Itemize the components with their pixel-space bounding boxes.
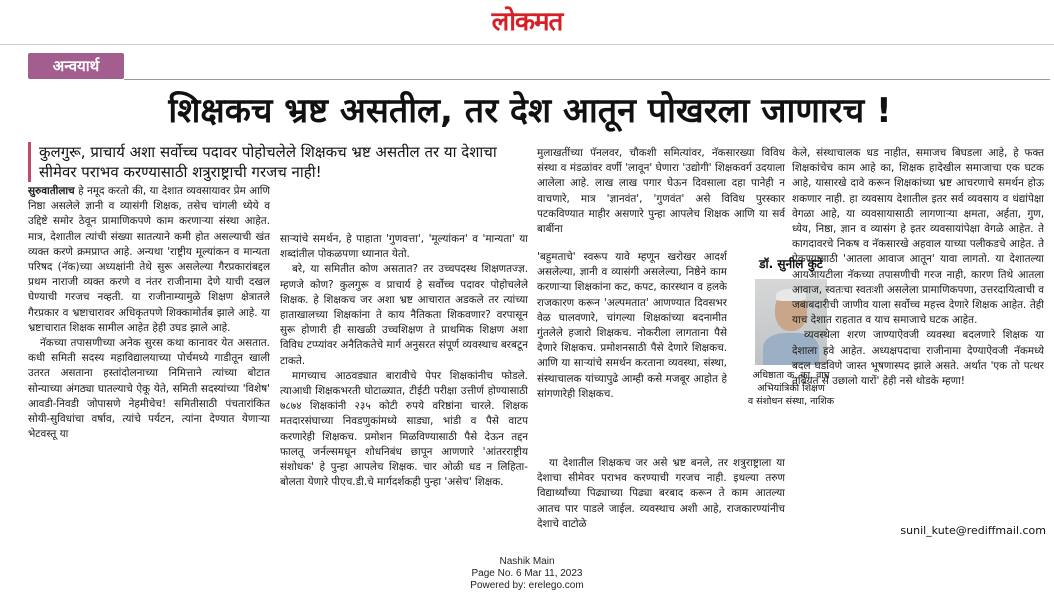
article-column-4: [792, 146, 1044, 516]
paragraph: मागच्याच आठवड्यात बारावीचे पेपर शिक्षकांनीच फोडले. त्याआधी शिक्षकभरती घोटाळ्यात, टीईटी परीक्षा उत्तीर्ण होण्यासाठी ७८७४ शिक्षकांनी २३५ कोटी रुपये वरिष्ठांना चारले. शिक्षक मतदारसंघाच्या निवडणुकांमध्ये साड्या, भांडी व पैसे वाटप करणारेही शिक्षकच. प्रमोशन मिळविण्यासाठी पैसे देऊन तद्दन फालतू जर्नल्समधून शोधनिबंध छापून आणणारे 'आंतरराष्ट्रीय संशोधक' हे पुन्हा आपलेच शिक्षक. चार ओळी धड न लिहिता-बोलता येणारे पीएच.डी.चे मार्गदर्शकही पुन्हा 'असेच' शिक्षक.: [280, 369, 528, 489]
edition-label: Nashik Main: [499, 556, 555, 567]
lead-word: सुरुवातीलाच: [28, 185, 75, 197]
powered-by-label: Powered by: erelego.com: [470, 580, 584, 591]
author-role-line: अभियांत्रिकी शिक्षण: [757, 383, 825, 394]
paragraph: व्यवस्थेला शरण जाण्याऐवजी व्यवस्था बदलणारे शिक्षक या देशाला हवे आहेत. अध्यक्षपदाचा राजीनामा देण्याऐवजी नॅकमध्ये बदल घडविणे जास्त भूषणास्पद झाले असते. अर्थात 'एक तो पत्थर तबियत से उछालो यारों' हेही नसे थोडके म्हणा!: [792, 329, 1044, 388]
section-divider: [124, 79, 1050, 80]
page-date-label: Page No. 6 Mar 11, 2023: [471, 568, 583, 579]
author-role-line: अधिष्ठाता क. का. वाघ: [752, 370, 830, 381]
section-tag: अन्वयार्थ: [28, 53, 124, 79]
paragraph: या देशातील शिक्षकच जर असे भ्रष्ट बनले, तर शत्रुराष्ट्राला या देशाचा सीमेवर पराभव करण्याची गरजच नाही. इथल्या तरुण विद्यार्थ्यांच्या पिढ्याच्या पिढ्या बरबाद करून ते काम आतल्या आतच पार पाडले जाईल. व्यवस्थाच अशी आहे, राजकारण्यांनीच देशाचे वाटोळे: [537, 457, 785, 530]
paragraph: केले, संस्थाचालक धड नाहीत, समाजच बिघडला आहे, हे फक्त शिक्षकांचेच काम आहे का, शिक्षक हादेखील समाजाचा एक घटक आहे, यासारखे दावे करून शिक्षकांच्या भ्रष्ट आचरणाचे समर्थन होऊ शकणार नाही. हा व्यवसाय देशातील इतर सर्व व्यवसाय व धंद्यांपेक्षा वेगळा आहे, या व्यवसायासाठी लागणाऱ्या क्षमता, अर्हता, गुण, ध्येय, निष्ठा, ज्ञान व व्यासंग हे इतर व्यवसायांपेक्षा वेगळे आहेत. ते कागदावरचे निकष व नॅकसारखे अहवाल याच्या पलीकडचे आहेत. ते ऐकण्यासाठी 'आतला आवाज आतून' यावा लागतो. या देशातल्या आयआयटीला नॅकच्या तपासणीची गरज नाही, कारण तिथे आतला आवाज, स्वतःचा स्वतःशी असलेला प्रामाणिकपणा, उत्तरदायित्वाची व जबाबदारीची जाणीव याला सर्वोच्च महत्त्व देणारे शिक्षक आहेत. तेही याच देशात राहतात व याच समाजाचे घटक आहेत.: [792, 147, 1044, 327]
article-column-1: [28, 184, 270, 548]
paragraph: बरे, या समितीत कोण असतात? तर उच्चपदस्थ शिक्षणतज्ज्ञ. म्हणजे कोण? कुलगुरू व प्राचार्य हे सर्वोच्च पदावर पोहोचलेले शिक्षक. हे शिक्षकच जर अशा भ्रष्ट आचारात अडकले तर त्यांच्या हाताखालच्या शिक्षकांना ते काय नैतिकता शिकवणार? वरपासून सुरू होणारी ही साखळी उच्चशिक्षण ते प्राथमिक शिक्षण अशा विविध टप्प्यांवर अनैतिकतेचे मार्ग अनुसरत संपूर्ण व्यवस्थाच बरबटून टाकते.: [280, 263, 528, 367]
paragraph: साऱ्यांचे समर्थन, हे पाहाता 'गुणवत्ता', 'मूल्यांकन' व 'मान्यता' या शब्दांतील पोकळपणा ध्यानात येतो.: [280, 233, 528, 261]
newspaper-logo: लोकमत: [491, 7, 563, 37]
masthead: [0, 0, 1054, 44]
paragraph: मुलाखतींच्या पॅनलवर, चौकशी समित्यांवर, नॅकसारख्या विविध संस्था व मंडळांवर वर्णी 'लावून' घेणारा 'उद्योगी' शिक्षकवर्ग उदयाला आलेला आहे. लाख लाख पगार घेऊन दिवसाला दहा पानेही न वाचणारे, मात्र 'ज्ञानवंत', 'गुणवंत' असे विविध पुरस्कार पटकविण्यात माहीर असणारे पुन्हा आपलेच शिक्षक आणि या सर्व बाबींना: [537, 147, 785, 236]
author-name: डॉ. सुनील कुटे: [759, 257, 823, 271]
author-email: sunil_kute@rediffmail.com: [900, 524, 1046, 537]
article-column-2: [280, 232, 528, 548]
page-footer: [0, 556, 1054, 592]
article-column-3-middle: [537, 250, 727, 458]
paragraph: 'बहुमताचे' स्वरूप यावे म्हणून खरोखर आदर्श असलेल्या, ज्ञानी व व्यासंगी असलेल्या, निष्ठेने काम करणाऱ्या शिक्षकांना कट, कपट, कारस्थान व हलके राजकारण करून 'अल्पमतात' आणण्यात दिवसभर वेळ घालवणारे, चांगल्या शिक्षकांच्या बदनामीत गुंतलेले हजारो शिक्षकच. नोकरीला लागताना पैसे देणारे शिक्षकच. प्रमोशनसाठी पैसे देणारे शिक्षकच. आणि या साऱ्यांचे समर्थन करताना व्यवस्था, संस्था, संस्थाचालक यांच्यापुढे आम्ही कसे मजबूर आहोत हे सांगणारेही शिक्षकच.: [537, 251, 727, 400]
masthead-divider: [0, 44, 1054, 45]
author-role-line: व संशोधन संस्था, नाशिक: [747, 396, 835, 407]
article-deck: कुलगुरू, प्राचार्य अशा सर्वोच्च पदावर पोहोचलेले शिक्षकच भ्रष्ट असतील तर या देशाचा सीमेवर पराभव करण्यासाठी शत्रुराष्ट्राची गरजच नाही!: [28, 142, 533, 182]
article-headline: शिक्षकच भ्रष्ट असतील, तर देश आतून पोखरला जाणारच !: [168, 91, 892, 131]
article-column-3-bottom: [537, 456, 785, 548]
article-column-3-top: [537, 146, 785, 250]
paragraph: हे नमूद करतो की, या देशात व्यवसायावर प्रेम आणि निष्ठा असलेले ज्ञानी व व्यासंगी शिक्षक, तसेच चांगली ध्येये व उद्दिष्टे समोर ठेवून प्रामाणिकपणे काम करणाऱ्या संस्था आहेत. मात्र, देशातील त्यांची संख्या सातत्याने कमी होत असल्याची खंत व्यक्त करणे क्रमप्राप्त आहे. अन्यथा 'राष्ट्रीय मूल्यांकन व मान्यता परिषद (नॅक)च्या अध्यक्षांनी तेथे सुरू असलेल्या गैरप्रकारांबद्दल प्रथम नाराजी व्यक्त करणे व नंतर राजीनामा देणे याची दखल घेण्याची गरजच नव्हती. या राजीनाम्यामुळे शिक्षण क्षेत्रातले गैरप्रकार व भ्रष्टाचारावर अधिकृतपणे शिक्कामोर्तब झाले आहे. या भ्रष्टाचारात शिक्षक सामील आहेत हेही उघड झाले आहे.: [28, 185, 270, 334]
paragraph: नॅकच्या तपासणीच्या अनेक सुरस कथा कानावर येत असतात. कधी समिती सदस्य महाविद्यालयाच्या पोर्चमध्ये गाडीतून खाली उतरत असताना हस्तांदोलनाच्या निमित्ताने त्यांच्या बोटात सोन्याच्या अंगठ्या घातल्याचे ऐकू येते, समिती सदस्यांच्या 'विशेष' आवडी-निवडी जोपासणे नेहमीचेच! समितीसाठी पंचतारांकित सोयी-सुविधांचा वर्षाव, त्यांचे पर्यटन, त्यांना देण्यात येणाऱ्या भेटवस्तू या: [28, 337, 270, 441]
